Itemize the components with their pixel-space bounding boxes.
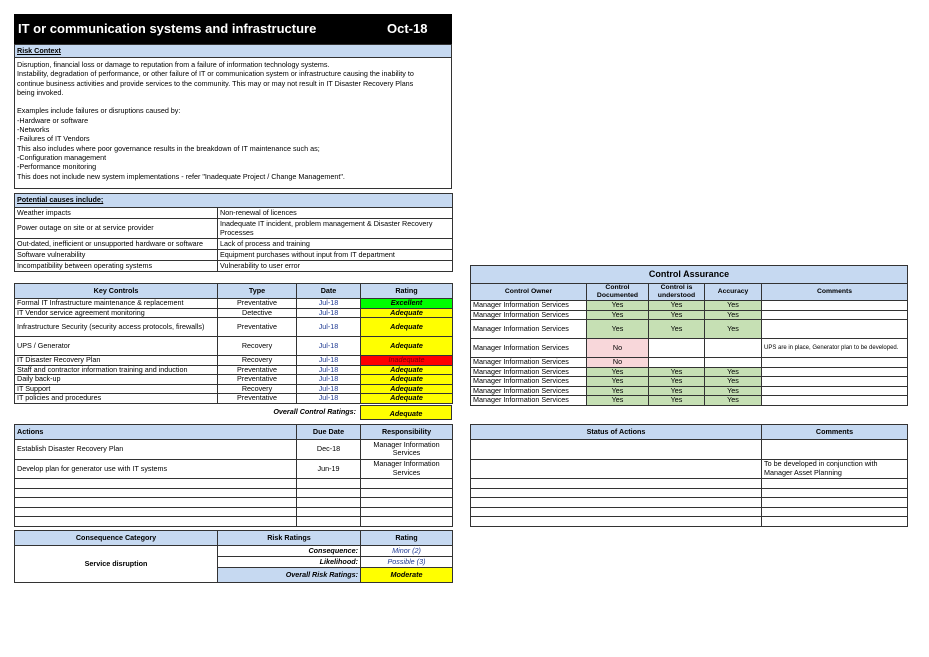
- accuracy: Yes: [705, 367, 762, 377]
- cause-right: Vulnerability to user error: [218, 261, 453, 272]
- empty-cell: [361, 498, 453, 508]
- control-date: Jul-18: [297, 356, 361, 366]
- empty-cell: [297, 507, 361, 517]
- control-row: [15, 384, 453, 394]
- control-name: IT Support: [15, 384, 218, 394]
- control-documented: Yes: [587, 310, 649, 320]
- action-row: [15, 440, 453, 460]
- risk-context-line: being invoked.: [17, 87, 64, 97]
- control-date: Jul-18: [297, 365, 361, 375]
- control-date: Jul-18: [297, 375, 361, 385]
- control-date: Jul-18: [297, 384, 361, 394]
- assurance-comment: [762, 301, 908, 311]
- risk-context-line: [17, 97, 449, 106]
- empty-cell: [15, 507, 297, 517]
- cause-row: [15, 239, 453, 250]
- status-row: [471, 517, 908, 527]
- actions-table: [14, 424, 453, 527]
- empty-cell: [15, 498, 297, 508]
- title-bar: [14, 14, 452, 44]
- cause-row: [15, 261, 453, 272]
- action-name: Develop plan for generator use with IT systems: [15, 459, 297, 479]
- risk-context-line: -Failures of IT Vendors: [17, 134, 90, 144]
- causes-heading: Potential causes include;: [15, 194, 453, 208]
- control-name: Infrastructure Security (security access protocols, firewalls): [15, 318, 218, 337]
- control-row: [15, 299, 453, 309]
- control-understood: [649, 339, 705, 358]
- control-understood: Yes: [649, 367, 705, 377]
- cause-left: Software vulnerability: [15, 250, 218, 261]
- empty-cell: [297, 479, 361, 489]
- empty-cell: [471, 517, 762, 527]
- assurance-comment: [762, 367, 908, 377]
- control-owner: Manager Information Services: [471, 367, 587, 377]
- consequence-label: Consequence:: [218, 546, 361, 557]
- status-comment: To be developed in conjunction with Manager Asset Planning: [762, 459, 908, 479]
- assurance-comment: [762, 396, 908, 406]
- empty-cell: [15, 479, 297, 489]
- type-header: Type: [218, 284, 297, 299]
- accuracy: Yes: [705, 301, 762, 311]
- overall-control-row: [14, 405, 452, 420]
- control-understood: Yes: [649, 386, 705, 396]
- empty-cell: [15, 517, 297, 527]
- action-row: [15, 488, 453, 498]
- date-header: Date: [297, 284, 361, 299]
- control-type: Recovery: [218, 384, 297, 394]
- risk-context-line: This does not include new system implementations - refer "Inadequate Project / Change Management".: [17, 171, 345, 181]
- accuracy: Yes: [705, 320, 762, 339]
- actions-header: Actions: [15, 425, 297, 440]
- empty-cell: [762, 479, 908, 489]
- risk-context-line: continue business activities and provide services to the community. This may or may not result in IT Disaster Recovery Plans: [17, 78, 414, 88]
- accuracy: Yes: [705, 310, 762, 320]
- control-row: [15, 337, 453, 356]
- status-row: [471, 498, 908, 508]
- empty-cell: [361, 517, 453, 527]
- control-name: Staff and contractor information training and induction: [15, 365, 218, 375]
- controls-table: [14, 283, 453, 404]
- control-rating: Adequate: [361, 318, 453, 337]
- control-type: Recovery: [218, 337, 297, 356]
- action-status: [471, 440, 762, 460]
- control-understood: Yes: [649, 310, 705, 320]
- empty-cell: [471, 479, 762, 489]
- risk-ratings-header: Risk Ratings: [218, 531, 361, 546]
- assurance-title: Control Assurance: [471, 266, 908, 284]
- control-date: Jul-18: [297, 318, 361, 337]
- control-name: Formal IT Infrastructure maintenance & replacement: [15, 299, 218, 309]
- cause-left: Incompatibility between operating systems: [15, 261, 218, 272]
- assurance-comment: [762, 358, 908, 368]
- action-due-date: Jun-19: [297, 459, 361, 479]
- control-documented: No: [587, 358, 649, 368]
- empty-cell: [762, 507, 908, 517]
- control-owner: Manager Information Services: [471, 339, 587, 358]
- risk-context-text: [15, 58, 451, 181]
- control-date: Jul-18: [297, 394, 361, 404]
- control-owner: Manager Information Services: [471, 377, 587, 387]
- control-name: IT policies and procedures: [15, 394, 218, 404]
- control-type: Recovery: [218, 356, 297, 366]
- comments-header: Comments: [762, 284, 908, 301]
- empty-cell: [762, 488, 908, 498]
- action-row: [15, 479, 453, 489]
- empty-cell: [471, 498, 762, 508]
- assurance-comment: [762, 377, 908, 387]
- control-documented: Yes: [587, 396, 649, 406]
- empty-cell: [762, 498, 908, 508]
- control-documented: Yes: [587, 301, 649, 311]
- risk-context-section: [14, 44, 452, 189]
- assurance-row: [471, 367, 908, 377]
- control-rating: Inadequate: [361, 356, 453, 366]
- control-rating: Excellent: [361, 299, 453, 309]
- assurance-row: [471, 339, 908, 358]
- control-rating: Adequate: [361, 375, 453, 385]
- control-rating: Adequate: [361, 365, 453, 375]
- risk-context-line: Examples include failures or disruptions caused by:: [17, 106, 181, 116]
- likelihood-label: Likelihood:: [218, 557, 361, 568]
- assurance-row: [471, 377, 908, 387]
- cause-left: Out-dated, inefficient or unsupported hardware or software: [15, 239, 218, 250]
- risk-context-line: -Configuration management: [17, 152, 107, 162]
- risk-context-line: This also includes where poor governance results in the breakdown of IT maintenance such as;: [17, 143, 320, 153]
- control-row: [15, 394, 453, 404]
- assurance-row: [471, 301, 908, 311]
- risk-context-line: -Performance monitoring: [17, 162, 97, 172]
- risk-context-line: -Hardware or software: [17, 115, 89, 125]
- control-understood: [649, 358, 705, 368]
- cause-row: [15, 250, 453, 261]
- control-understood: Yes: [649, 301, 705, 311]
- risk-context-heading: Risk Context: [15, 45, 451, 58]
- key-controls-header: Key Controls: [15, 284, 218, 299]
- control-rating: Adequate: [361, 394, 453, 404]
- control-date: Jul-18: [297, 308, 361, 318]
- control-type: Preventative: [218, 299, 297, 309]
- cause-left: Power outage on site or at service provider: [15, 219, 218, 239]
- assurance-comment: UPS are in place, Generator plan to be developed.: [762, 339, 908, 358]
- empty-cell: [297, 488, 361, 498]
- action-row: [15, 507, 453, 517]
- accuracy: Yes: [705, 377, 762, 387]
- accuracy: Yes: [705, 386, 762, 396]
- empty-cell: [15, 488, 297, 498]
- rating-header: Rating: [361, 284, 453, 299]
- control-type: Detective: [218, 308, 297, 318]
- control-documented: Yes: [587, 386, 649, 396]
- control-name: UPS / Generator: [15, 337, 218, 356]
- control-name: IT Disaster Recovery Plan: [15, 356, 218, 366]
- assurance-comment: [762, 386, 908, 396]
- action-name: Establish Disaster Recovery Plan: [15, 440, 297, 460]
- control-owner: Manager Information Services: [471, 386, 587, 396]
- control-documented-header: Control Documented: [587, 284, 649, 301]
- control-documented: Yes: [587, 377, 649, 387]
- control-documented: No: [587, 339, 649, 358]
- control-type: Preventative: [218, 318, 297, 337]
- consequence-category-header: Consequence Category: [15, 531, 218, 546]
- status-comments-header: Comments: [762, 425, 908, 440]
- empty-cell: [471, 488, 762, 498]
- control-row: [15, 365, 453, 375]
- control-rating: Adequate: [361, 308, 453, 318]
- control-understood: Yes: [649, 320, 705, 339]
- consequence-value: Minor (2): [361, 546, 453, 557]
- empty-cell: [361, 488, 453, 498]
- empty-cell: [471, 507, 762, 517]
- status-row: [471, 440, 908, 460]
- control-name: IT Vendor service agreement monitoring: [15, 308, 218, 318]
- control-understood: Yes: [649, 377, 705, 387]
- empty-cell: [361, 479, 453, 489]
- assurance-comment: [762, 320, 908, 339]
- assurance-row: [471, 320, 908, 339]
- cause-row: [15, 208, 453, 219]
- cause-left: Weather impacts: [15, 208, 218, 219]
- action-row: [15, 459, 453, 479]
- action-row: [15, 498, 453, 508]
- empty-cell: [297, 498, 361, 508]
- control-date: Jul-18: [297, 299, 361, 309]
- status-row: [471, 479, 908, 489]
- action-row: [15, 517, 453, 527]
- assurance-row: [471, 386, 908, 396]
- control-rating: Adequate: [361, 337, 453, 356]
- page-date: Oct-18: [387, 21, 428, 36]
- risk-context-line: Instability, degradation of performance, or other failure of IT or communication system or infrastructure causing the inability to: [17, 69, 414, 79]
- due-date-header: Due Date: [297, 425, 361, 440]
- cause-right: Equipment purchases without input from IT department: [218, 250, 453, 261]
- control-owner: Manager Information Services: [471, 310, 587, 320]
- empty-cell: [762, 517, 908, 527]
- status-row: [471, 459, 908, 479]
- accuracy: Yes: [705, 396, 762, 406]
- consequence-table: [14, 530, 453, 583]
- status-table: [470, 424, 908, 527]
- control-date: Jul-18: [297, 337, 361, 356]
- cause-right: Inadequate IT incident, problem management & Disaster Recovery Processes: [218, 219, 453, 239]
- assurance-row: [471, 358, 908, 368]
- control-type: Preventative: [218, 375, 297, 385]
- control-owner: Manager Information Services: [471, 358, 587, 368]
- control-documented: Yes: [587, 320, 649, 339]
- assurance-table: [470, 265, 908, 406]
- status-row: [471, 507, 908, 517]
- status-comment: [762, 440, 908, 460]
- overall-control-value: Adequate: [360, 405, 452, 420]
- likelihood-value: Possible (3): [361, 557, 453, 568]
- risk-context-line: Disruption, financial loss or damage to reputation from a failure of information technology systems.: [17, 60, 330, 69]
- overall-risk-value: Moderate: [361, 568, 453, 583]
- control-owner: Manager Information Services: [471, 301, 587, 311]
- control-row: [15, 375, 453, 385]
- consequence-category: Service disruption: [15, 546, 218, 583]
- control-name: Daily back-up: [15, 375, 218, 385]
- status-row: [471, 488, 908, 498]
- control-owner: Manager Information Services: [471, 396, 587, 406]
- causes-table: [14, 193, 453, 272]
- assurance-row: [471, 396, 908, 406]
- assurance-comment: [762, 310, 908, 320]
- cause-right: Non-renewal of licences: [218, 208, 453, 219]
- control-owner: Manager Information Services: [471, 320, 587, 339]
- page-title: IT or communication systems and infrastructure: [18, 21, 317, 36]
- action-responsibility: Manager Information Services: [361, 440, 453, 460]
- control-type: Preventative: [218, 365, 297, 375]
- action-responsibility: Manager Information Services: [361, 459, 453, 479]
- action-due-date: Dec-18: [297, 440, 361, 460]
- control-understood-header: Control is understood: [649, 284, 705, 301]
- accuracy-header: Accuracy: [705, 284, 762, 301]
- risk-context-line: -Networks: [17, 125, 50, 135]
- control-rating: Adequate: [361, 384, 453, 394]
- control-owner-header: Control Owner: [471, 284, 587, 301]
- responsibility-header: Responsibility: [361, 425, 453, 440]
- control-row: [15, 356, 453, 366]
- control-row: [15, 318, 453, 337]
- empty-cell: [297, 517, 361, 527]
- control-documented: Yes: [587, 367, 649, 377]
- accuracy: [705, 339, 762, 358]
- assurance-row: [471, 310, 908, 320]
- rating-header: Rating: [361, 531, 453, 546]
- overall-control-label: Overall Control Ratings:: [273, 407, 356, 416]
- action-status: [471, 459, 762, 479]
- control-understood: Yes: [649, 396, 705, 406]
- cause-right: Lack of process and training: [218, 239, 453, 250]
- empty-cell: [361, 507, 453, 517]
- control-type: Preventative: [218, 394, 297, 404]
- accuracy: [705, 358, 762, 368]
- control-row: [15, 308, 453, 318]
- status-of-actions-header: Status of Actions: [471, 425, 762, 440]
- cause-row: [15, 219, 453, 239]
- overall-risk-label: Overall Risk Ratings:: [218, 568, 361, 583]
